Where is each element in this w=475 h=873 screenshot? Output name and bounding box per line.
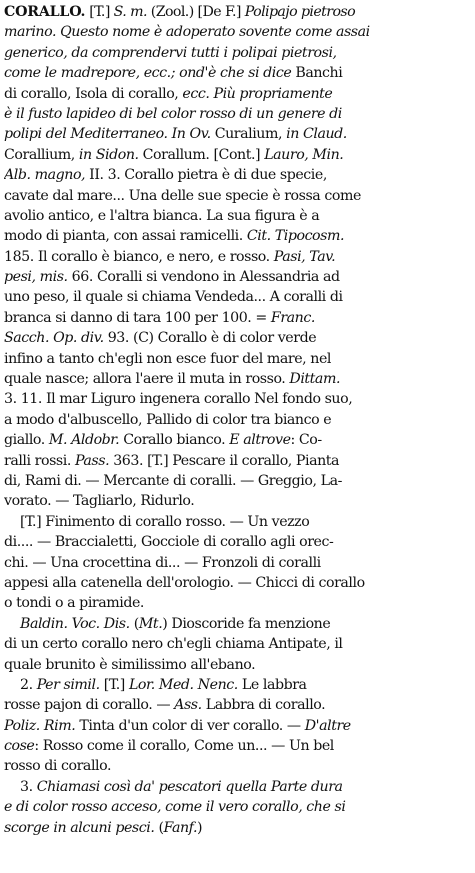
entry-line: appesi alla catenella dell'orologio. — Chicci di corallo <box>4 574 365 591</box>
entry-line: vorato. — Tagliarlo, Ridurlo. <box>4 493 195 510</box>
entry-line: generico, da comprendervi tutti i polipai pietrosi, <box>4 44 337 61</box>
entry-line: Alb. magno, II. 3. Corallo pietra è di due specie, <box>4 167 327 184</box>
dictionary-entry <box>4 2 470 838</box>
entry-line: come le madrepore, ecc.; ond'è che si dice Banchi <box>4 65 343 82</box>
entry-line: di corallo, Isola di corallo, ecc. Più propriamente <box>4 85 333 102</box>
entry-line: 3. Chiamasi così da' pescatori quella Parte dura <box>20 778 343 795</box>
entry-line: rosso di corallo. <box>4 758 112 775</box>
entry-line: di, Rami di. — Mercante di coralli. — Greggio, La- <box>4 472 342 489</box>
entry-line: a modo d'albuscello, Pallido di color tra bianco e <box>4 411 332 428</box>
entry-line: Sacch. Op. div. 93. (C) Corallo è di color verde <box>4 330 317 347</box>
entry-line: scorge in alcuni pesci. (Fanf.) <box>4 819 203 836</box>
entry-line: infino a tanto ch'egli non esce fuor del mare, nel <box>4 350 331 367</box>
entry-line: rosse pajon di corallo. — Ass. Labbra di corallo. <box>4 697 326 714</box>
entry-line: o tondi o a piramide. <box>4 595 144 612</box>
entry-line: 2. Per simil. [T.] Lor. Med. Nenc. Le labbra <box>20 676 307 693</box>
entry-line: è il fusto lapideo di bel color rosso di un genere di <box>4 105 342 122</box>
entry-line: Corallium, in Sidon. Corallum. [Cont.] Lauro, Min. <box>4 146 344 163</box>
entry-line: polipi del Mediterraneo. In Ov. Curalium, in Claud. <box>4 126 347 143</box>
entry-line: quale brunito è similissimo all'ebano. <box>4 656 256 673</box>
entry-line: CORALLO. [T.] S. m. (Zool.) [De F.] Polipajo pietroso <box>4 4 356 20</box>
entry-line: chi. — Una crocettina di... — Fronzoli di coralli <box>4 554 321 571</box>
entry-line: giallo. M. Aldobr. Corallo bianco. E altrove: Co- <box>4 432 322 449</box>
entry-line: Baldin. Voc. Dis. (Mt.) Dioscoride fa menzione <box>20 615 331 632</box>
entry-line: Poliz. Rim. Tinta d'un color di ver corallo. — D'altre <box>4 717 351 734</box>
entry-line: [T.] Finimento di corallo rosso. — Un vezzo <box>20 513 310 530</box>
entry-line: di un certo corallo nero ch'egli chiama Antipate, il <box>4 636 343 653</box>
entry-line: cose: Rosso come il corallo, Come un... — Un bel <box>4 738 334 755</box>
entry-line: cavate dal mare... Una delle sue specie è rossa come <box>4 187 361 204</box>
entry-line: uno peso, il quale si chiama Vendeda... A coralli di <box>4 289 343 306</box>
entry-line: quale nasce; allora l'aere il muta in rosso. Dittam. <box>4 371 341 388</box>
entry-line: modo di pianta, con assai ramicelli. Cit. Tipocosm. <box>4 228 345 245</box>
entry-line: branca si danno di tara 100 per 100. = Franc. <box>4 309 315 326</box>
entry-line: ralli rossi. Pass. 363. [T.] Pescare il corallo, Pianta <box>4 452 340 469</box>
entry-line: marino. Questo nome è adoperato sovente come assai <box>4 24 370 41</box>
headword: CORALLO. <box>4 4 86 20</box>
entry-line: 185. Il corallo è bianco, e nero, e rosso. Pasi, Tav. <box>4 248 336 265</box>
entry-line: e di color rosso acceso, come il vero corallo, che si <box>4 799 346 816</box>
entry-line: avolio antico, e l'altra bianca. La sua figura è a <box>4 207 320 224</box>
entry-line: di.... — Braccialetti, Gocciole di corallo agli orec- <box>4 534 334 551</box>
entry-line: pesi, mis. 66. Coralli si vendono in Alessandria ad <box>4 269 340 286</box>
entry-line: 3. 11. Il mar Liguro ingenera corallo Nel fondo suo, <box>4 391 353 408</box>
